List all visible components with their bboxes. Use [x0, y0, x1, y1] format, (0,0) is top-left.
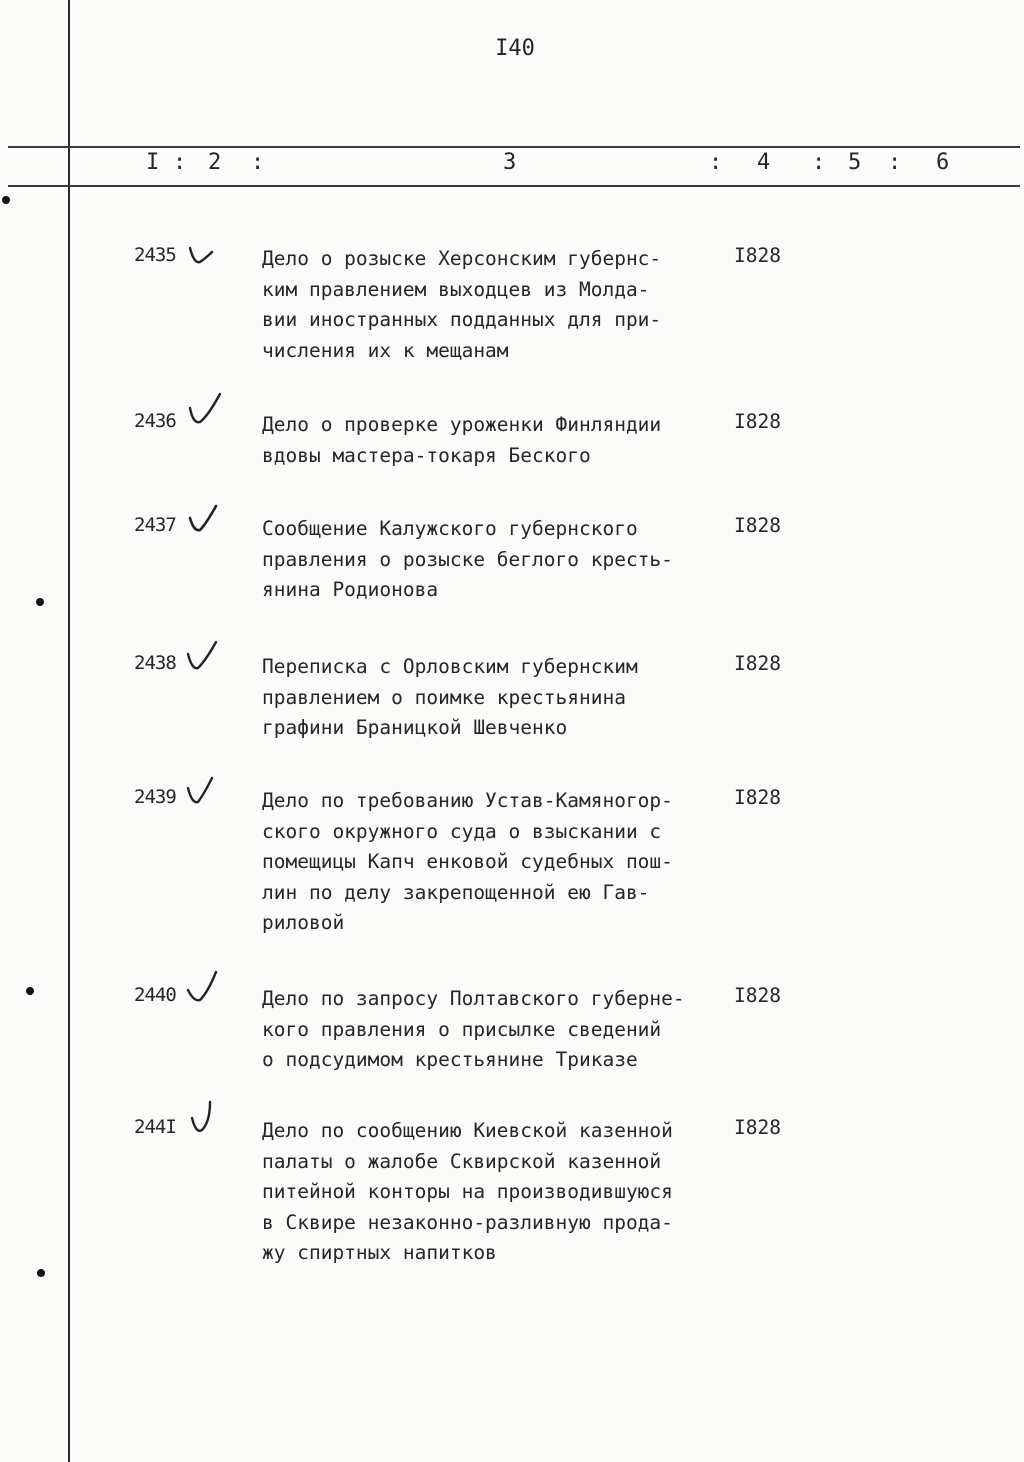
column-1-header: I — [146, 150, 160, 175]
entry-text-line: кого правления о присылке сведений — [262, 1017, 662, 1041]
entry-text-line: вии иностранных подданных для при- — [262, 308, 662, 331]
punch-hole-mark — [37, 1269, 45, 1277]
entry-year: I828 — [734, 652, 781, 675]
column-6-header: 6 — [936, 150, 950, 175]
entry-text-line: о подсудимом крестьянине Триказе — [262, 1048, 638, 1071]
entry-description — [262, 652, 732, 744]
entry-text-line: в Сквире незаконно-разливную прода- — [262, 1210, 673, 1234]
column-separator: : — [812, 150, 826, 175]
entry-number: 2436 — [134, 410, 176, 432]
entry-text-line: Дело по требованию Устав-Камяногор- — [262, 789, 673, 812]
column-separator: : — [709, 150, 723, 175]
entry-text-line: палаты о жалобе Сквирской казенной — [262, 1149, 662, 1173]
entry-text-line: питейной конторы на производившуюся — [262, 1180, 673, 1203]
punch-hole-mark — [2, 196, 10, 204]
entry-year: I828 — [734, 786, 781, 809]
column-separator: : — [251, 150, 265, 175]
entry-description — [262, 1116, 732, 1269]
entry-number: 2437 — [134, 514, 176, 536]
checkmark-icon — [186, 770, 226, 810]
entry-number: 244I — [134, 1116, 176, 1138]
entry-text-line: лин по делу закрепощенной ею Гав- — [262, 880, 650, 904]
column-separator: : — [173, 150, 187, 175]
checkmark-icon — [186, 1096, 226, 1136]
entry-text-line: Дело о розыске Херсонским губернс- — [262, 247, 662, 270]
punch-hole-mark — [26, 987, 34, 995]
entry-text-line: графини Браницкой Шевченко — [262, 716, 568, 739]
entry-text-line: янина Родионова — [262, 578, 439, 601]
entry-number: 2435 — [134, 244, 176, 266]
entry-description — [262, 410, 732, 471]
checkmark-icon — [186, 500, 226, 540]
entry-text-line: Дело о проверке уроженки Финляндии — [262, 413, 662, 436]
column-2-header: 2 — [208, 150, 222, 175]
checkmark-icon — [186, 968, 226, 1008]
entry-year: I828 — [734, 244, 781, 267]
entry-text-line: риловой — [262, 911, 345, 934]
entry-text-line: Дело по запросу Полтавского губерне- — [262, 987, 685, 1010]
entry-year: I828 — [734, 410, 781, 433]
header-top-rule — [8, 146, 1020, 148]
column-5-header: 5 — [848, 150, 862, 175]
entry-text-line: помещицы Капч енковой судебных пош- — [262, 850, 673, 873]
entry-description — [262, 244, 732, 366]
entry-year: I828 — [734, 514, 781, 537]
entry-year: I828 — [734, 984, 781, 1007]
entry-description — [262, 514, 732, 606]
entry-text-line: Сообщение Калужского губернского — [262, 517, 638, 540]
entry-number: 2439 — [134, 786, 176, 808]
column-separator: : — [888, 150, 902, 175]
entry-text-line: правлением о поимке крестьянина — [262, 685, 626, 709]
checkmark-icon — [186, 390, 226, 430]
entry-description — [262, 984, 732, 1076]
header-bottom-rule — [8, 185, 1020, 187]
entry-text-line: ким правлением выходцев из Молда- — [262, 277, 650, 301]
entry-description — [262, 786, 732, 939]
entry-text-line: числения их к мещанам — [262, 338, 509, 362]
checkmark-icon — [186, 234, 226, 274]
entry-number: 2440 — [134, 984, 176, 1006]
entry-year: I828 — [734, 1116, 781, 1139]
entry-text-line: вдовы мастера-токаря Беского — [262, 443, 591, 467]
entry-text-line: правления о розыске беглого кресть- — [262, 547, 673, 571]
page-number: I40 — [495, 36, 535, 61]
punch-hole-mark — [36, 598, 44, 606]
entry-text-line: Переписка с Орловским губернским — [262, 655, 638, 678]
margin-line — [68, 0, 70, 1462]
entry-number: 2438 — [134, 652, 176, 674]
entry-text-line: жу спиртных напитков — [262, 1241, 497, 1264]
column-3-header: 3 — [503, 150, 517, 175]
entry-text-line: Дело по сообщению Киевской казенной — [262, 1119, 673, 1142]
column-4-header: 4 — [757, 150, 771, 175]
entry-text-line: ского окружного суда о взыскании с — [262, 819, 662, 843]
checkmark-icon — [186, 636, 226, 676]
